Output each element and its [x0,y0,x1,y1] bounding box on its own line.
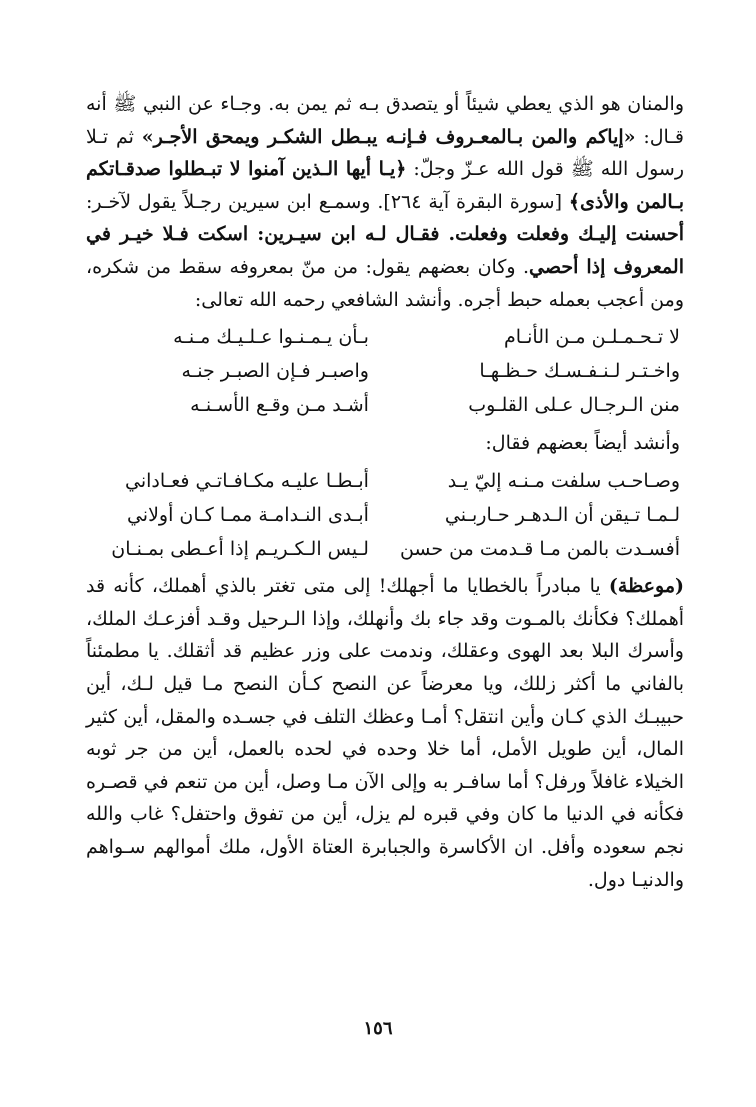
verse-first-hemistich: أفسـدت بالمن مـا قـدمت من حسن [399,538,680,561]
text-segment: [سورة البقرة آية ٢٦٤]. وسمـع ابن سيرين رجـلاً يقول لآخـر: [86,190,569,213]
verse-second-hemistich: لـيس الـكـريـم إذا أعـطى بمـنـان [111,538,369,561]
poem-verse [86,464,684,498]
text-segment: . وكان بعضهم يقول: من منّ بمعروفه سقط من شكره، ومن أعجب بعمله حبط أجره. وأنشد الشافعي رحمه الله تعالى: [86,255,684,311]
poem-second [86,464,684,566]
quoted-saying: أحسنت إليـك وفعلت وفعلت. فقـال لـه ابن سيـرين: اسكت فـلا خيـر في المعروف إذا أحصي [86,223,684,278]
poem-verse [86,354,684,388]
text-segment: والمنان هو الذي يعطي شيئاً أو يتصدق بـه ثم يمن به. وجـاء عن النبي ﷺ أنه قـال: [86,93,684,148]
verse-second-hemistich: واصبـر فـإن الصبـر جنـه [181,360,369,383]
verse-second-hemistich: أبـدى النـدامـة ممـا كـان أولاني [126,504,369,527]
verse-first-hemistich: لـمـا تـيقن أن الـدهـر حـاربـني [444,504,680,527]
poem-verse [86,532,684,566]
verse-second-hemistich: أبـطـا عليـه مكـافـاتـي فعـاداني [125,470,369,493]
page-body [86,88,684,896]
paragraph-charity [86,88,684,316]
poem-verse [86,320,684,354]
page-number: ١٥٦ [363,1018,393,1039]
verse-second-hemistich: أشـد مـن وقـع الأسـنـه [190,394,369,417]
text-segment: ثم تـلا رسول الله ﷺ قول الله عـزّ وجلّ: [86,125,684,181]
poem-verse [86,498,684,532]
poem-shafii [86,320,684,422]
sermon-text: يا مبادراً بالخطايا ما أجهلك! إلى متى تغتر بالذي أهملك، كأنه قد أهملك؟ فكأنك بالمـوت وقد جاء بك وأنهلك، وإذا الـرحيل وقـد أفزعـك الملك، وأسرك البلا بعد الهوى وعقلك، وندمت على وزر عظيم قد أثقلك. يا مطمئناً بالفاني ما أكثر زللك، ويا معرضاً عن النصح كـأن النصح مـا قيل لـك، أين حبيبـك الذي كـان وأين انتقل؟ أمـا وعظك التلف في جسـده والمقل، أين كثير المال، أين طويل الأمل، أما خلا وحده في لحده بالعمل، أين من جر ثوبه الخيلاء غافلاً ورفل؟ أما سافـر به وإلى الآن مـا وصل، أين من تنعم في قصـره فكأنه في الدنيا ما كان وفي قبره لم يزل، أين من تفوق واحتفل؟ غاب والله نجم سعوده وأفل. ان الأكاسرة والجبابرة العتاة الأول، ملك أموالهم سـواهم والدنيـا دول. [86,575,684,891]
verse-first-hemistich: منن الـرجـال عـلى القلـوب [468,394,680,417]
hadith-quote: «إياكم والمن بـالمعـروف فـإنـه يبـطل الشكـر ويمحق الأجـر» [141,125,636,148]
poem-intro: وأنشد أيضاً بعضهم فقال: [485,432,680,455]
sermon-label: (موعظة) [608,575,684,598]
quran-verse: ﴿يـا أيها الـذين آمنوا لا تبـطلوا صدقـاتكم بـالمن والأذى﴾ [86,158,684,213]
verse-first-hemistich: لا تـحـمـلـن مـن الأنـام [504,326,680,349]
verse-first-hemistich: وصـاحـب سلفت مـنـه إليّ يـد [447,470,680,493]
poem-verse [86,388,684,422]
verse-first-hemistich: واخـتـر لـنـفـسـك حـظـهـا [479,360,680,383]
paragraph-sermon [86,570,684,896]
verse-second-hemistich: بـأن يـمـنـوا عـلـيـك مـنـه [173,326,369,349]
